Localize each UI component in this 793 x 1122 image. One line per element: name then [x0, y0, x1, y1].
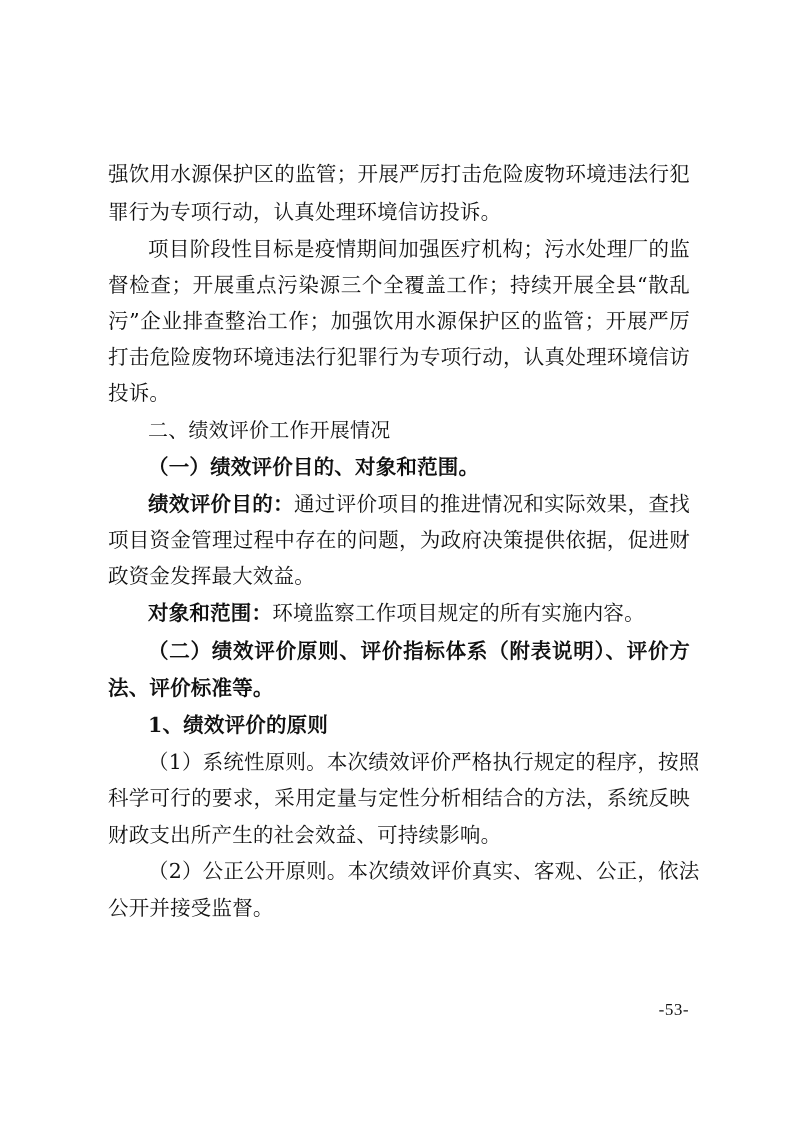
- paragraph-line: 项目阶段性目标是疫情期间加强医疗机构；污水处理厂的监: [148, 237, 690, 261]
- paragraph-line: 强饮用水源保护区的监管；开展严厉打击危险废物环境违法行犯: [108, 162, 690, 186]
- principle-one-line2: 科学可行的要求，采用定量与定性分析相结合的方法，系统反映: [108, 786, 690, 810]
- purpose-label: 绩效评价目的：: [148, 492, 294, 516]
- scope-label: 对象和范围：: [148, 601, 273, 625]
- section-title: 二、绩效评价工作开展情况: [148, 418, 391, 442]
- paragraph-line: 罪行为专项行动，认真处理环境信访投诉。: [108, 200, 502, 224]
- scope-line: [148, 603, 690, 624]
- purpose-text: 通过评价项目的推进情况和实际效果，查找: [293, 492, 690, 516]
- purpose-line: [148, 494, 690, 515]
- principle-two-line2: 公开并接受监督。: [108, 896, 274, 920]
- subsection-two-title-line1: （二）绩效评价原则、评价指标体系（附表说明）、评价方: [148, 639, 690, 663]
- purpose-line-3: 政资金发挥最大效益。: [108, 564, 315, 588]
- paragraph-line: 投诉。: [108, 381, 171, 405]
- paragraph-line: 污”企业排查整治工作；加强饮用水源保护区的监管；开展严厉: [108, 309, 690, 333]
- paragraph-line: 打击危险废物环境违法行犯罪行为专项行动，认真处理环境信访: [108, 345, 690, 369]
- scope-text: 环境监察工作项目规定的所有实施内容。: [272, 601, 645, 625]
- page-number: -53-: [658, 1000, 689, 1019]
- subsection-title: （一）绩效评价目的、对象和范围。: [148, 455, 480, 479]
- principle-two-line1: （2）公正公开原则。本次绩效评价真实、客观、公正，依法: [148, 859, 700, 883]
- purpose-line-2: 项目资金管理过程中存在的问题，为政府决策提供依据，促进财: [108, 528, 690, 552]
- paragraph-line: 督检查；开展重点污染源三个全覆盖工作；持续开展全县“散乱: [108, 273, 690, 297]
- principle-heading: 1、绩效评价的原则: [148, 713, 329, 737]
- subsection-two-title-line2: 法、评价标准等。: [108, 676, 274, 700]
- principle-one-line3: 财政支出所产生的社会效益、可持续影响。: [108, 823, 502, 847]
- principle-one-line1: （1）系统性原则。本次绩效评价严格执行规定的程序，按照: [148, 750, 700, 774]
